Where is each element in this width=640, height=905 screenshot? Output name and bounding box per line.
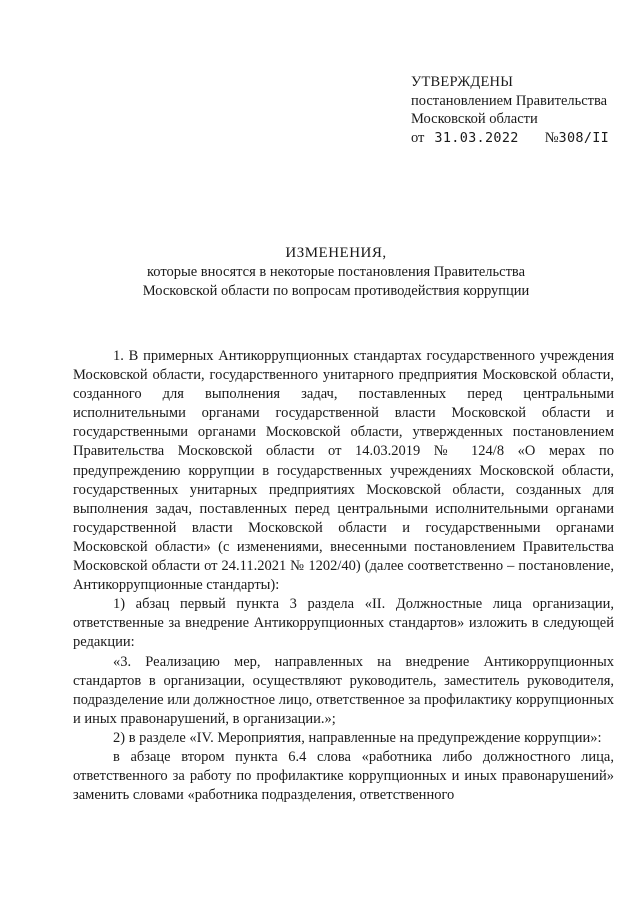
approval-number: 308/II <box>558 129 610 146</box>
date-prefix: от <box>411 129 425 146</box>
approval-date: 31.03.2022 <box>434 129 519 146</box>
document-title: ИЗМЕНЕНИЯ, <box>285 245 387 261</box>
paragraph-4: 2) в разделе «IV. Мероприятия, направленные на предупреждение коррупции»: <box>113 729 602 746</box>
document-title-block <box>60 244 612 301</box>
document-subtitle-line-2: Московской области по вопросам противодействия коррупции <box>142 283 530 299</box>
paragraph-2: 1) абзац первый пункта 3 раздела «II. Должностные лица организации, ответственные за внедрение Антикоррупционных стандартов» изложить в следующей редакции: <box>73 596 614 651</box>
approval-line-1: постановлением Правительства <box>411 92 608 109</box>
document-subtitle-line-1: которые вносятся в некоторые постановления Правительства <box>146 264 526 280</box>
paragraph-1: 1. В примерных Антикоррупционных стандартах государственного учреждения Московской области, государственного унитарного предприятия Московской области, созданного для выполнения задач, поставленных перед центральными исполнительными органами государственной власти Московской области и государственными органами Московской области, утвержденных постановлением Правительства Московской области от 14.03.2019 № 124/8 «О мерах по предупреждению коррупции в государственных учреждениях Московской области, государственных унитарных предприятиях Московской области, созданных для выполнения задач, поставленных перед центральными исполнительными органами государственной власти Московской области и государственными органами Московской области» (с изменениями, внесенными постановлением Правительства Московской области от 24.11.2021 № 1202/40) (далее соответственно – постановление, Антикоррупционные стандарты): <box>73 348 614 594</box>
document-body <box>73 347 614 805</box>
number-prefix: № <box>544 129 559 146</box>
approval-date-row <box>411 129 631 148</box>
approval-stamp <box>411 73 631 147</box>
approval-line-2: Московской области <box>411 111 538 127</box>
paragraph-3: «3. Реализацию мер, направленных на внедрение Антикоррупционных стандартов в организации, осуществляют руководитель, заместитель руководителя, подразделение или должностное лицо, ответственное за профилактику коррупционных и иных правонарушений, в организации.»; <box>73 653 614 727</box>
approval-heading: УТВЕРЖДЕНЫ <box>411 74 514 90</box>
paragraph-5: в абзаце втором пункта 6.4 слова «работника либо должностного лица, ответственного за работу по профилактике коррупционных и иных правонарушений» заменить словами «работника подразделения, ответственного <box>73 748 614 804</box>
